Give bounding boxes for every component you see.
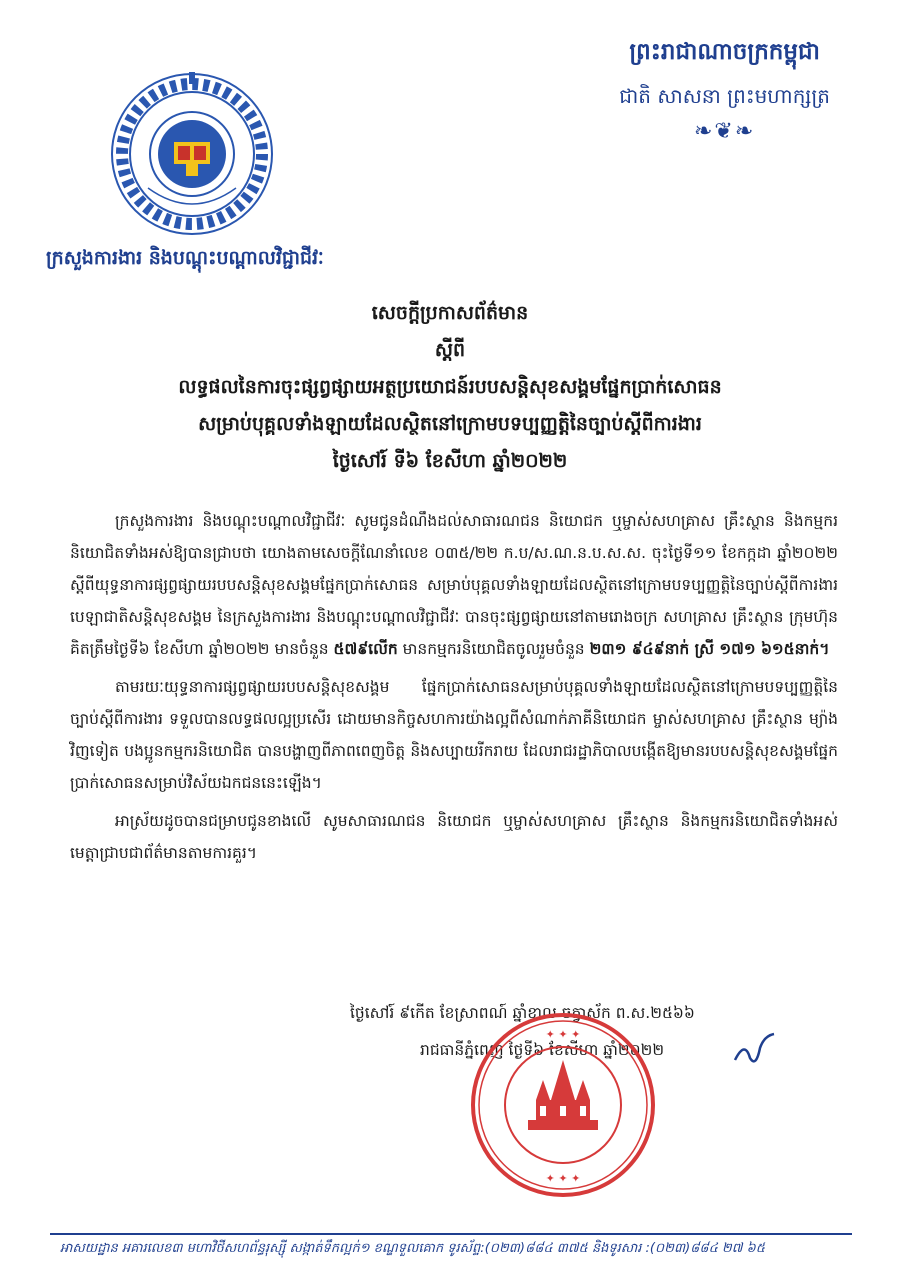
ornament-divider: ❧❦❧ xyxy=(693,119,756,144)
session-count: ៥៧៩លើក xyxy=(333,640,398,658)
official-seal xyxy=(468,1010,658,1200)
document-body xyxy=(70,505,838,875)
title-line-1: សេចក្តីប្រកាសព័ត៌មាន xyxy=(371,302,529,324)
participant-count: ២៣១ ៩៤៩នាក់ ស្រី ១៧១ ៦១៥នាក់។ xyxy=(589,640,830,658)
kingdom-motto: ជាតិ សាសនា ព្រះមហាក្សត្រ xyxy=(619,84,830,108)
kingdom-header xyxy=(619,38,830,144)
paragraph-3: អាស្រ័យដូចបានជម្រាបជូនខាងលើ សូមសាធារណជន និយោជក ឬម្ចាស់សហគ្រាស គ្រឹះស្ថាន និងកម្មករនិយោជិតទាំងអស់ មេត្តាជ្រាបជាព័ត៌មានតាមការគួរ។ xyxy=(70,812,838,862)
title-line-2: ស្តីពី xyxy=(434,339,466,362)
footer-address: អាសយដ្ឋាន អគារលេខ៣ មហាវិថីសហព័ន្ធរុស្ស៊ី សង្កាត់ទឹកល្អក់១ ខណ្ឌទួលគោក ទូរស័ព្ទ:(០២៣)៨៨៤ ៣៧៥ និងទូរសារ :(០២៣)៨៨៤ ២៧ ៦៥ xyxy=(60,1241,765,1256)
ministry-name: ក្រសួងការងារ និងបណ្តុះបណ្តាលវិជ្ជាជីវៈ xyxy=(46,247,324,269)
ministry-logo xyxy=(108,70,276,238)
title-line-4: សម្រាប់បុគ្គលទាំងឡាយដែលស្ថិតនៅក្រោមបទប្បញ្ញត្តិនៃច្បាប់ស្តីពីការងារ xyxy=(198,413,702,436)
paragraph-1-text-2: មានកម្មករនិយោជិតចូលរួមចំនួន xyxy=(402,640,585,658)
title-line-5: ថ្ងៃសៅរ៍ ទី៦ ខែសីហា ឆ្នាំ២០២២ xyxy=(332,450,568,473)
footer-divider xyxy=(50,1233,852,1235)
svg-text:✦ ✦ ✦: ✦ ✦ ✦ xyxy=(545,1028,581,1041)
document-title xyxy=(60,295,840,480)
solar-date: រាជធានីភ្នំពេញ ថ្ងៃទី៦ ខែសីហា ឆ្នាំ២០២២ xyxy=(420,1041,665,1059)
paragraph-1-text: ក្រសួងការងារ និងបណ្តុះបណ្តាលវិជ្ជាជីវៈ សូមជូនដំណឹងដល់សាធារណជន និយោជក ឬម្ចាស់សហគ្រាស គ្រឹះស្ថាន និងកម្មករនិយោជិតទាំងអស់ឱ្យបានជ្រាបថា យោងតាមសេចក្តីណែនាំលេខ ០៣៥/២២ ក.ប/ស.ណ.ន.ប.ស.ស. ចុះថ្ងៃទី១១ ខែកក្កដា ឆ្នាំ២០២២ ស្តីពីយុទ្ធនាការផ្សព្វផ្សាយរបបសន្តិសុខសង្គមផ្នែកប្រាក់សោធន សម្រាប់បុគ្គលទាំងឡាយដែលស្ថិតនៅក្រោមបទប្បញ្ញត្តិនៃច្បាប់ស្តីពីការងារ បេឡាជាតិសន្តិសុខសង្គម នៃក្រសួងការងារ និងបណ្តុះបណ្តាលវិជ្ជាជីវៈ បានចុះផ្សព្វផ្សាយនៅតាមរោងចក្រ សហគ្រាស គ្រឹះស្ថាន ក្រុមហ៊ុន គិតត្រឹមថ្ងៃទី៦ ខែសីហា ឆ្នាំ២០២២ មានចំនួន xyxy=(70,512,838,658)
paragraph-2: តាមរយៈយុទ្ធនាការផ្សព្វផ្សាយរបបសន្តិសុខសង្គម ផ្នែកប្រាក់សោធនសម្រាប់បុគ្គលទាំងឡាយដែលស្ថិតនៅក្រោមបទប្បញ្ញត្តិនៃច្បាប់ស្តីពីការងារ ទទួលបានលទ្ធផលល្អប្រសើរ ដោយមានកិច្ចសហការយ៉ាងល្អពីសំណាក់ភាគីនិយោជក ម្ចាស់សហគ្រាស គ្រឹះស្ថាន ម្យ៉ាងវិញទៀត បងប្អូនកម្មករនិយោជិត បានបង្ហាញពីភាពពេញចិត្ត និងសប្បាយរីករាយ ដែលរាជរដ្ឋាភិបាលបង្កើតឱ្យមានរបបសន្តិសុខសង្គមផ្នែកប្រាក់សោធនសម្រាប់វិស័យឯកជននេះឡើង។ xyxy=(70,678,838,792)
svg-text:✦ ✦ ✦: ✦ ✦ ✦ xyxy=(545,1172,581,1185)
kingdom-title: ព្រះរាជាណាចក្រកម្ពុជា xyxy=(629,38,820,65)
title-line-3: លទ្ធផលនៃការចុះផ្សព្វផ្សាយអត្ថប្រយោជន៍របបសន្តិសុខសង្គមផ្នែកប្រាក់សោធន xyxy=(178,376,722,399)
signature xyxy=(730,1030,780,1070)
paragraph-1 xyxy=(70,505,838,665)
lunar-date: ថ្ងៃសៅរ៍ ៩កើត ខែស្រាពណ៍ ឆ្នាំខាល ចត្វាស័ក ព.ស.២៥៦៦ xyxy=(350,1004,695,1022)
